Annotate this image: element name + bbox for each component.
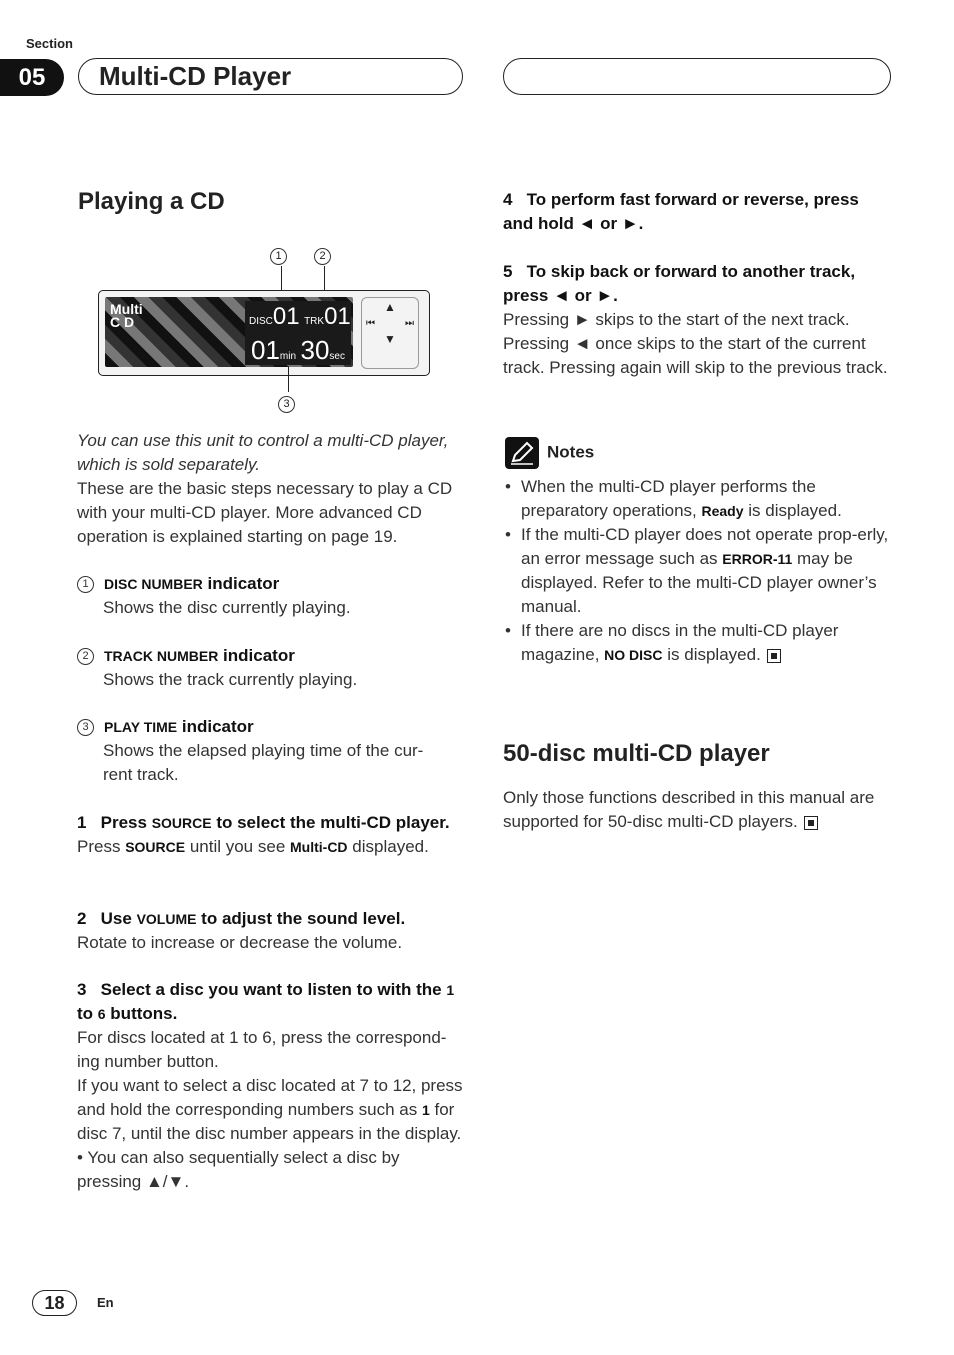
- display-panel: [98, 290, 430, 376]
- indicator-2: 2 TRACK NUMBER indicator Shows the track currently playing.: [77, 644, 467, 692]
- heading-playing-cd: Playing a CD: [78, 188, 225, 215]
- language-label: En: [97, 1295, 114, 1310]
- cd-display-figure: [96, 244, 432, 420]
- note-item: • If there are no discs in the multi-CD player magazine, NO DISC is displayed.: [505, 619, 890, 667]
- step-3: 3 Select a disc you want to listen to with the 1 to 6 buttons. For discs located at 1 to 6, press the correspond-ing number button. If you want to select a disc located at 7 to 12, press and hold the corresponding numbers such as 1 for disc 7, until the disc number appears in the display. • You can also sequentially select a disc by pressing ▲/▼.: [77, 980, 463, 1191]
- section-label: Section: [26, 36, 73, 51]
- track-number: 01: [324, 303, 351, 330]
- min-label: min: [279, 351, 297, 362]
- disc-number: 01: [272, 303, 300, 330]
- minutes-value: 01: [251, 335, 280, 365]
- pencil-icon: [505, 437, 539, 469]
- callout-2: 2: [314, 248, 331, 265]
- disc-label: DISC: [249, 316, 273, 327]
- indicator-1: 1 DISC NUMBER indicator Shows the disc currently playing.: [77, 572, 467, 620]
- end-mark-icon: [804, 816, 818, 830]
- section-number: 05: [0, 59, 64, 96]
- callout-1: 1: [270, 248, 287, 265]
- control-pad-icon: ⏮ ⏭ ▲ ▼: [361, 297, 419, 369]
- body-50-disc: Only those functions described in this manual are supported for 50-disc multi-CD players.: [503, 788, 875, 831]
- page-title: Multi-CD Player: [78, 58, 463, 95]
- note-item: • When the multi-CD player performs the preparatory operations, Ready is displayed.: [505, 475, 890, 523]
- step-4: 4 To perform fast forward or reverse, press and hold ◄ or ►.: [503, 190, 859, 233]
- note-item: • If the multi-CD player does not operate prop-erly, an error message such as ERROR-11 may be displayed. Refer to the multi-CD player owner’s manual.: [505, 523, 890, 619]
- notes-list: [505, 475, 890, 667]
- sec-label: sec: [329, 351, 345, 362]
- notes-header: Notes: [505, 437, 594, 469]
- indicator-3: 3 PLAY TIME indicator Shows the elapsed playing time of the cur-rent track.: [77, 715, 452, 787]
- callout-3: 3: [278, 396, 295, 413]
- heading-50-disc: 50-disc multi-CD player: [503, 740, 770, 767]
- intro-italic: You can use this unit to control a multi-CD player, which is sold separately.: [77, 431, 449, 474]
- seconds-value: 30: [300, 335, 330, 365]
- multi-cd-logo: Multi C D: [110, 301, 143, 330]
- page-number: 18: [32, 1290, 77, 1316]
- step-2: 2 Use VOLUME to adjust the sound level. Rotate to increase or decrease the volume.: [77, 909, 406, 952]
- step-1: 1 Press SOURCE to select the multi-CD player. Press SOURCE until you see Multi-CD displayed.: [77, 813, 450, 856]
- end-mark-icon: [767, 649, 781, 663]
- title-box-empty: [503, 58, 891, 95]
- intro-text: These are the basic steps necessary to play a CD with your multi-CD player. More advanced CD operation is explained starting on page 19.: [77, 479, 453, 546]
- track-label: TRK: [304, 316, 325, 327]
- step-5: 5 To skip back or forward to another track, press ◄ or ►. Pressing ► skips to the start of the next track. Pressing ◄ once skips to the start of the current track. Pressing again will skip to the previous track.: [503, 262, 888, 377]
